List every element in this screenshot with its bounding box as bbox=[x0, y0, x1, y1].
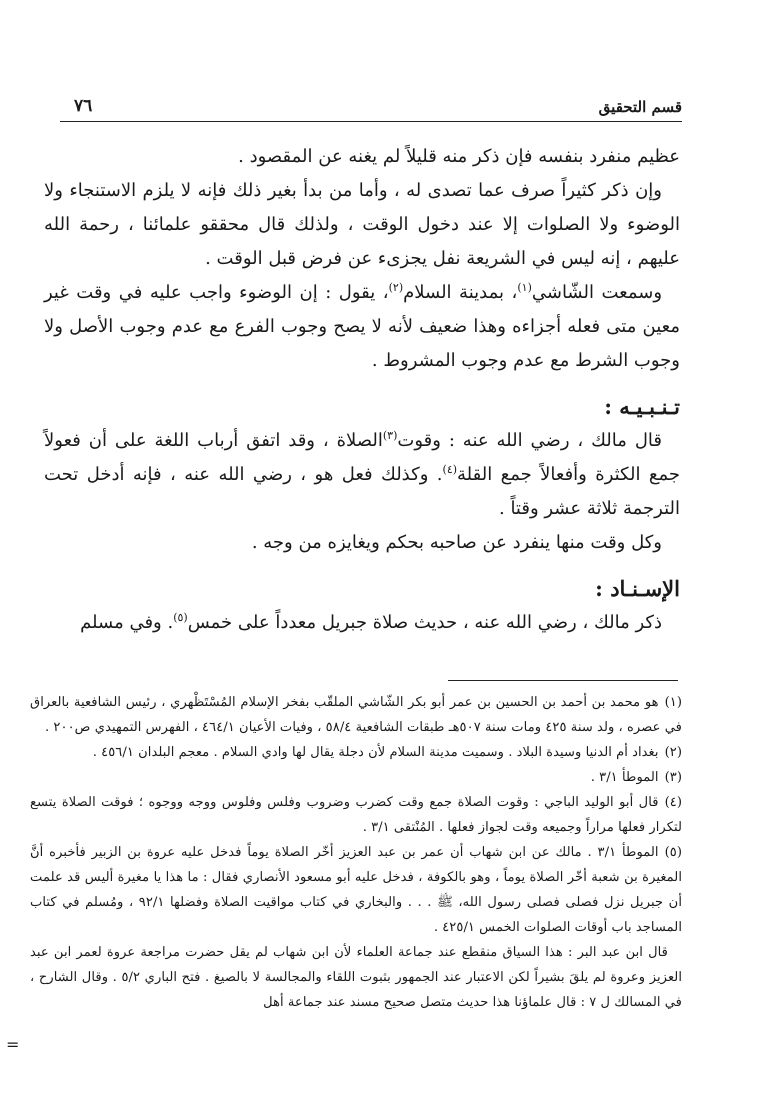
paragraph-3 bbox=[44, 276, 680, 378]
paragraph-5: وكل وقت منها ينفرد عن صاحبه بحكم ويغايزه من وجه . bbox=[251, 532, 662, 553]
footnote-1-text: هو محمد بن أحمد بن الحسين بن عمر أبو بكر الشّاشي الملقّب بفخر الإسلام المُسْتَظْهري ، رئيس الشافعية بالعراق في عصره ، ولد سنة ٤٢٥ ومات سنة ٥٠٧هـ طبقات الشافعية ٥٨/٤ ، وفيات الأعيان ٤٦٤/١ ، الفهرس التمهيدي ص٢٠٠ . bbox=[30, 695, 682, 735]
footnote-1-number: (١) bbox=[664, 695, 682, 710]
heading-isnad: الإسـنـاد : bbox=[595, 576, 680, 601]
footnote-4 bbox=[30, 790, 682, 840]
footnote-separator bbox=[448, 680, 678, 681]
heading-tanbih-text: تـنـبـيـه : bbox=[604, 394, 680, 419]
paragraph-1: عظيم منفرد بنفسه فإن ذكر منه قليلاً لم يغنه عن المقصود . bbox=[238, 146, 680, 167]
paragraph-2: وإن ذكر كثيراً صرف عما تصدى له ، وأما من بدأ بغير ذلك فإنه لا يلزم الاستنجاء ولا الوضوء ولا الصلوات إلا عند دخول الوقت ، ولذلك قال محققو علمائنا ، رحمة الله عليهم ، إنه ليس في الشريعة نفل يجزىء عن فرض قبل الوقت . bbox=[44, 180, 680, 269]
paragraph-3-part-c: ، يقول : إن الوضوء واجب عليه في وقت غير معين متى فعله أجزاءه وهذا ضعيف لأنه لا يصح وجوب الفرع مع عدم وجوب الأصل ولا وجوب الشرط مع عدم وجوب المشروط . bbox=[44, 282, 680, 371]
heading-tanbih bbox=[44, 390, 680, 424]
paragraph-6-part-a: ذكر مالك ، رضي الله عنه ، حديث صلاة جبريل معدداً على خمس bbox=[187, 612, 662, 633]
paragraph-4-part-c: . وكذلك فعل هو ، رضي الله عنه ، فإنه أدخل تحت الترجمة ثلاثة عشر وقتاً . bbox=[44, 464, 680, 519]
paragraph-3-part-a: وسمعت الشّاشي bbox=[531, 282, 663, 303]
footnote-2 bbox=[30, 740, 682, 765]
footnote-5-number: (٥) bbox=[664, 845, 683, 860]
footnote-ref-1[interactable]: (١) bbox=[517, 281, 532, 294]
footnote-ref-2[interactable]: (٢) bbox=[388, 281, 404, 294]
paragraph-4 bbox=[44, 424, 680, 526]
footnote-2-number: (٢) bbox=[664, 745, 682, 760]
footnote-3-text: الموطأ ٣/١ . bbox=[590, 770, 659, 785]
footnote-4-number: (٤) bbox=[664, 795, 682, 810]
footnotes bbox=[30, 690, 682, 1015]
footnote-ref-4[interactable]: (٤) bbox=[442, 463, 458, 476]
section-title: قسم التحقيق bbox=[598, 98, 682, 116]
continuation-mark: = bbox=[6, 1035, 20, 1054]
page-number: ٧٦ bbox=[74, 96, 93, 116]
paragraph-3-part-b: ، بمدينة السلام bbox=[403, 282, 518, 303]
footnote-2-text: بغداد أم الدنيا وسيدة البلاد . وسميت مدينة السلام لأن دجلة يقال لها وادي السلام . معجم البلدان ٤٥٦/١ . bbox=[92, 745, 659, 760]
footnote-3 bbox=[30, 765, 682, 790]
footnote-5-text: الموطأ ٣/١ . مالك عن ابن شهاب أن عمر بن عبد العزيز أخّر الصلاة يوماً فدخل عليه عروة بن الزبير فأخبره أنَّ المغيرة بن شعبة أخّر الصلاة يوماً ، وهو بالكوفة ، فدخل عليه أبو مسعود الأنصاري فقال : ما هذا يا مغيرة أليس قد علمت أن جبريل نزل فصلى فصلى رسول الله، ﷺ . . . والبخاري في كتاب مواقيت الصلاة وفضلها ٩٢/١ ، ومُسلم في كتاب المساجد باب أوقات الصلوات الخمس ٤٢٥/١ . bbox=[30, 845, 682, 935]
paragraph-4-part-a: قال مالك ، رضي الله عنه : وقوت bbox=[397, 430, 662, 451]
footnote-3-number: (٣) bbox=[664, 770, 682, 785]
paragraph-6 bbox=[44, 606, 680, 640]
page-header bbox=[60, 86, 682, 122]
footnote-5 bbox=[30, 840, 682, 940]
paragraph-6-part-b: . وفي مسلم bbox=[80, 612, 174, 633]
footnote-1 bbox=[30, 690, 682, 740]
footnote-ref-5[interactable]: (٥) bbox=[173, 611, 188, 624]
paragraph-4-part-b: الصلاة ، وقد اتفق أرباب اللغة على أن فعولاً جمع الكثرة وأفعالاً جمع القلة bbox=[44, 430, 680, 485]
footnote-ref-3[interactable]: (٣) bbox=[382, 429, 398, 442]
main-text bbox=[44, 140, 680, 640]
footnote-5-continuation: قال ابن عبد البر : هذا السياق منقطع عند جماعة العلماء لأن ابن شهاب لم يقل حضرت مراجعة عروة لعمر ابن عبد العزيز وعروة لم يلقَ بشيراً لكن الاعتبار عند الجمهور بثبوت اللقاء والمجالسة لا بالصيغ . فتح الباري ٥/٢ . وقال الشارح ، في المسالك ل ٧ : قال علماؤنا هذا حديث متصل صحيح مسند عند جماعة أهل bbox=[30, 945, 682, 1010]
header-rule bbox=[60, 121, 682, 122]
footnote-4-text: قال أبو الوليد الباجي : وقوت الصلاة جمع وقت كضرب وضروب وفلس وفلوس ووجه ووجوه ؛ فوقت الصلاة يتسع لتكرار فعلها مراراً وجميعه وقت لجواز فعلها . المُنْتقى ٣/١ . bbox=[30, 795, 682, 835]
